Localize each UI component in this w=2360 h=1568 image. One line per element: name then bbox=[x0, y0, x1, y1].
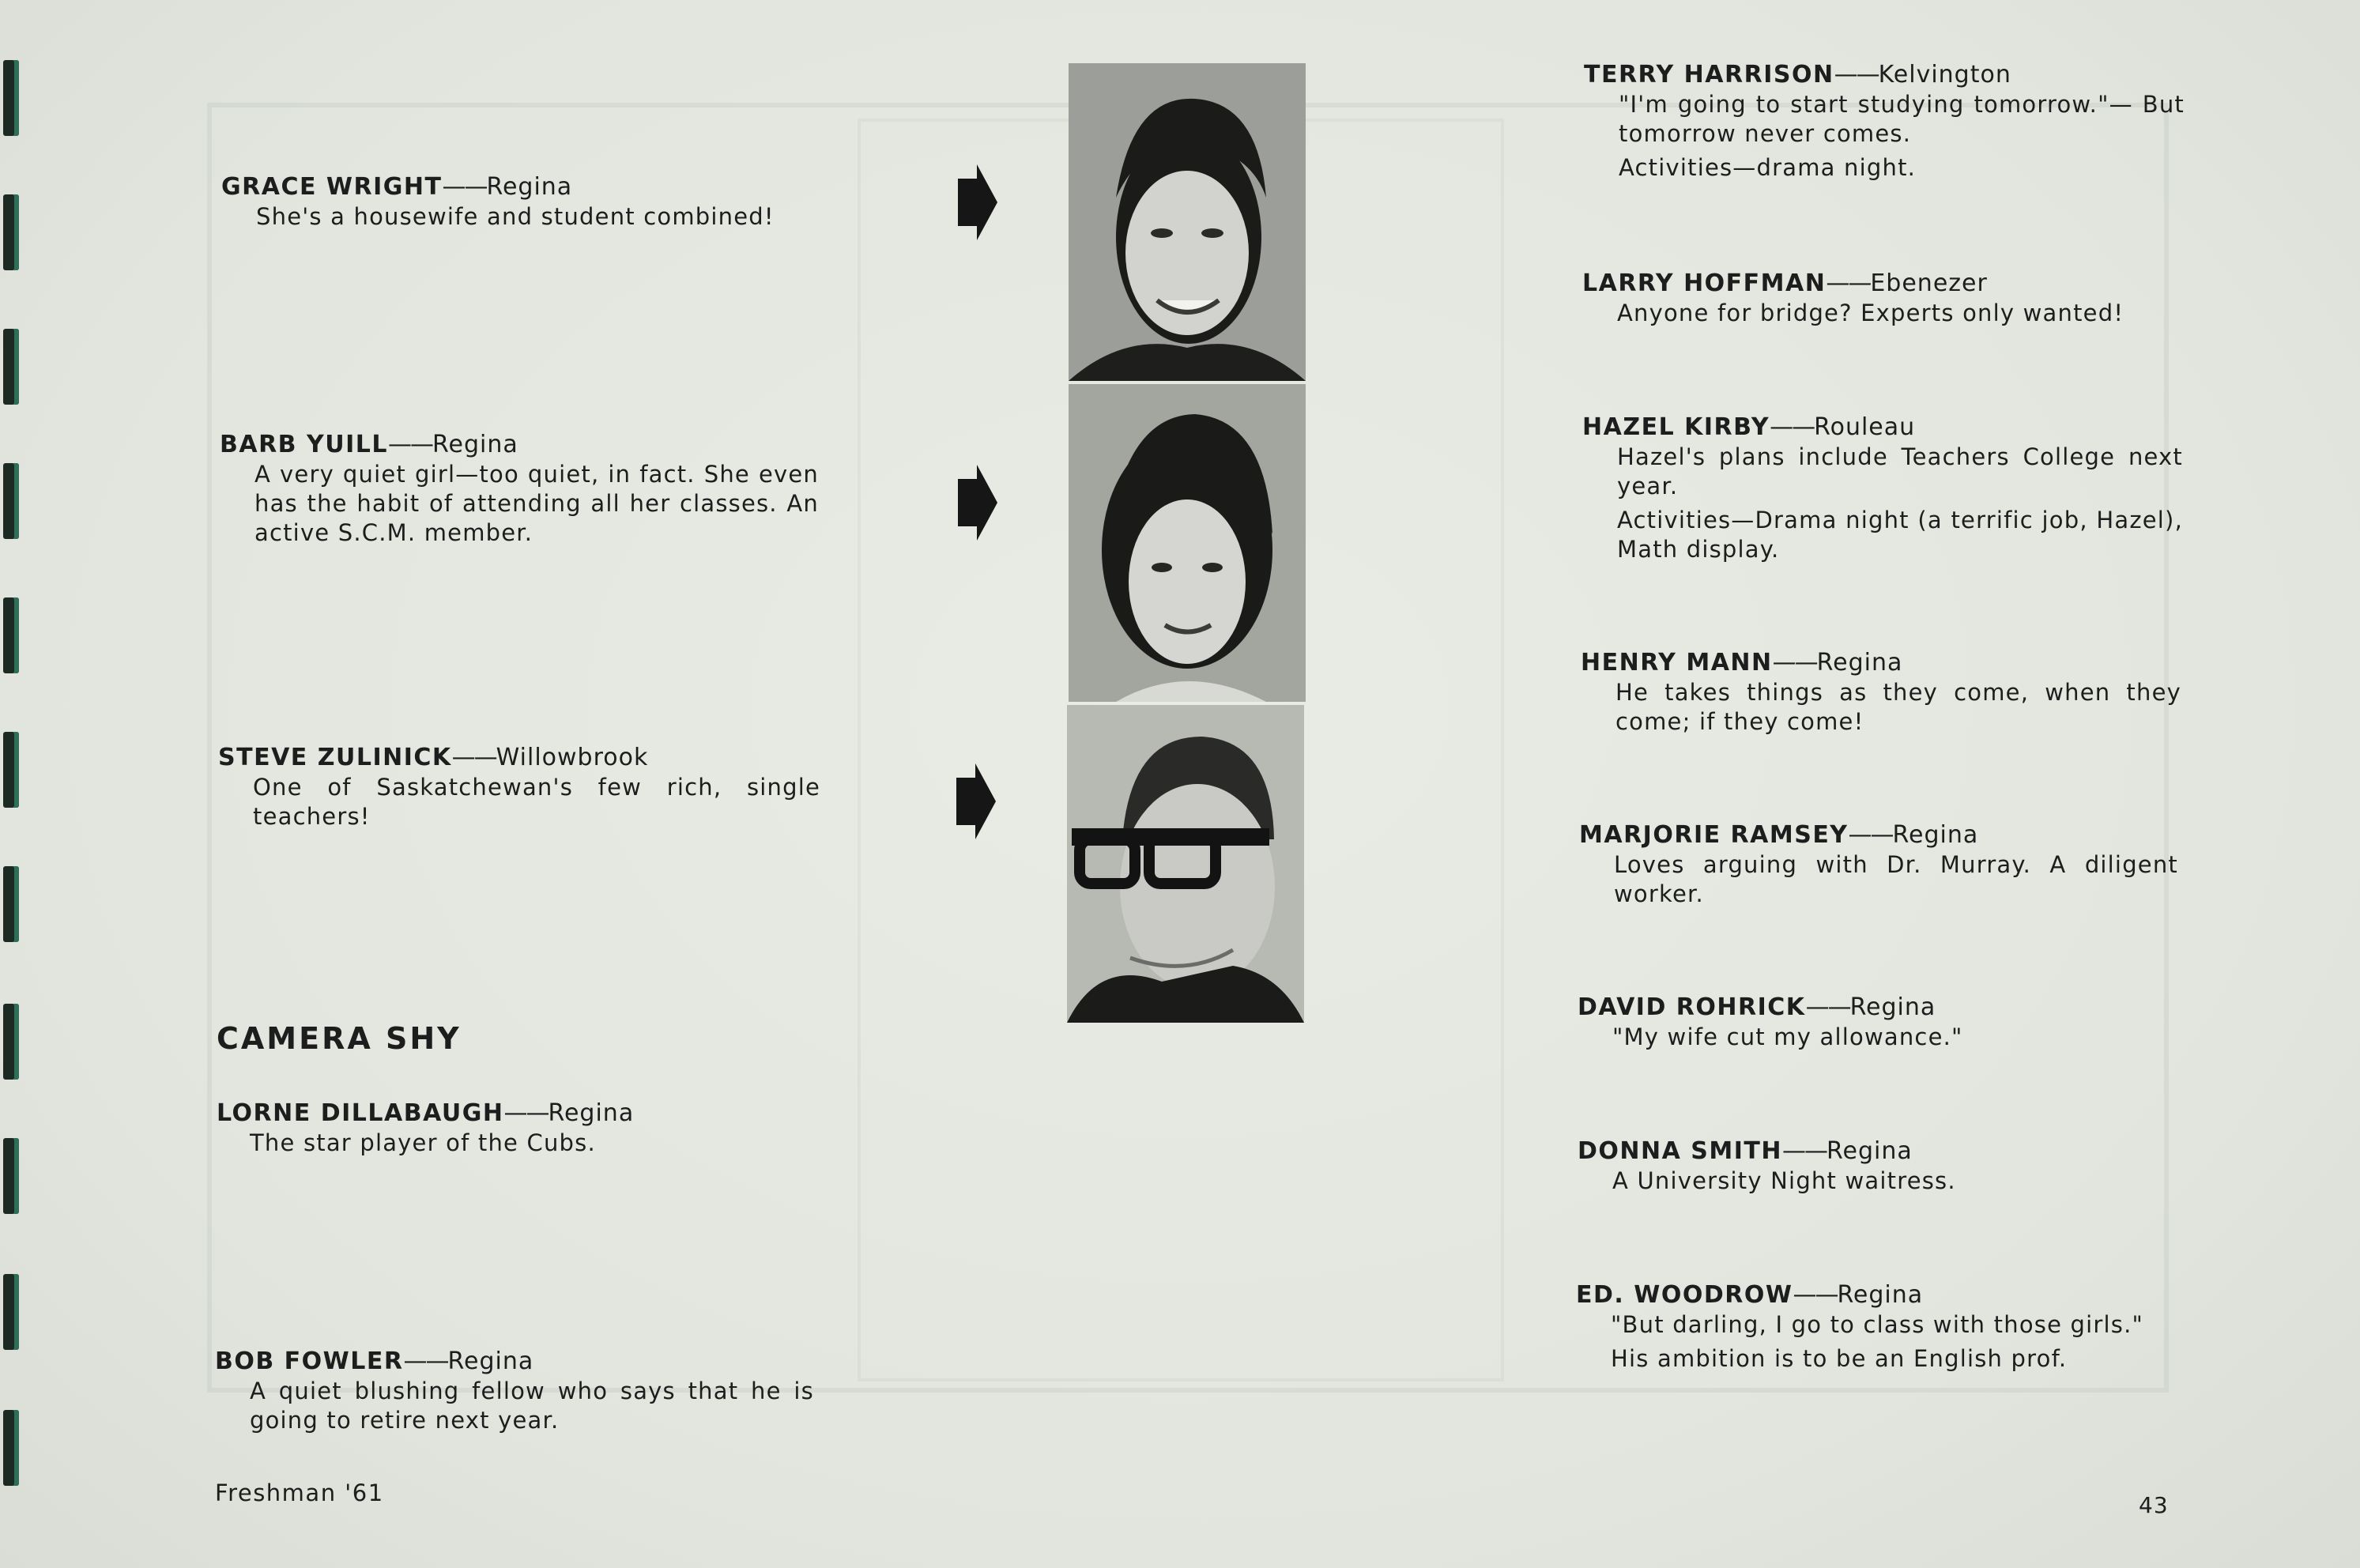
student-description: "I'm going to start studying tomorrow."— But tomorrow never comes. bbox=[1619, 91, 2185, 147]
student-name-line bbox=[1582, 269, 2183, 299]
student-name: ED. WOODROW bbox=[1576, 1281, 1793, 1309]
student-description: Anyone for bridge? Experts only wanted! bbox=[1617, 300, 2124, 326]
student-name: BARB YUILL bbox=[220, 431, 388, 458]
page-number: 43 bbox=[2139, 1492, 2169, 1518]
student-entry bbox=[221, 172, 822, 232]
dash-separator: —— bbox=[1770, 413, 1815, 441]
dash-separator: —— bbox=[1826, 270, 1871, 297]
student-entry bbox=[1579, 820, 2180, 909]
student-name-line bbox=[217, 1099, 817, 1129]
binding-tab bbox=[3, 463, 19, 539]
student-entry bbox=[1578, 993, 2178, 1052]
student-ambition: His ambition is to be an English prof. bbox=[1611, 1345, 2068, 1372]
hometown: Rouleau bbox=[1814, 413, 1916, 441]
binding-tab bbox=[3, 732, 19, 808]
camera-shy-heading: CAMERA SHY bbox=[217, 1021, 462, 1056]
dash-separator: —— bbox=[1772, 649, 1817, 677]
student-entry bbox=[215, 1347, 816, 1435]
student-description: A quiet blushing fellow who says that he is going to retire next year. bbox=[250, 1378, 814, 1434]
dash-separator: —— bbox=[1834, 61, 1879, 89]
binding-tab bbox=[3, 597, 19, 673]
student-description: The star player of the Cubs. bbox=[250, 1129, 596, 1156]
student-description: She's a housewife and student combined! bbox=[256, 203, 775, 230]
hometown: Regina bbox=[486, 173, 573, 201]
student-name-line bbox=[1576, 1280, 2177, 1310]
student-entry bbox=[220, 430, 820, 548]
dash-separator: —— bbox=[387, 431, 432, 458]
student-name: BOB FOWLER bbox=[215, 1348, 404, 1375]
hometown: Regina bbox=[1892, 821, 1979, 849]
arrow-icon bbox=[956, 763, 996, 839]
student-name-line bbox=[1581, 648, 2181, 678]
student-entry bbox=[217, 1099, 817, 1158]
student-entry bbox=[1584, 60, 2185, 183]
student-description: A very quiet girl—too quiet, in fact. She even has the habit of attending all her classes. An active S.C.M. member. bbox=[254, 461, 819, 546]
binding-tab bbox=[3, 60, 19, 136]
arrow-icon bbox=[958, 465, 997, 541]
student-description: He takes things as they come, when they come; if they come! bbox=[1615, 679, 2181, 735]
student-activities: Activities—Drama night (a terrific job, Hazel), Math display. bbox=[1617, 507, 2183, 563]
student-description: "My wife cut my allowance." bbox=[1612, 1023, 1963, 1050]
student-description: "But darling, I go to class with those girls." bbox=[1611, 1311, 2144, 1338]
hometown: Kelvington bbox=[1878, 61, 2011, 89]
student-name-line bbox=[218, 743, 820, 773]
student-name-line bbox=[1578, 1136, 2178, 1167]
dash-separator: —— bbox=[403, 1348, 448, 1375]
student-name: TERRY HARRISON bbox=[1584, 61, 1834, 89]
spiral-binding bbox=[0, 0, 32, 1568]
student-description: Loves arguing with Dr. Murray. A diligent worker. bbox=[1614, 851, 2178, 907]
student-name-line bbox=[1578, 993, 2178, 1023]
student-name-line bbox=[1582, 413, 2183, 443]
student-name-line bbox=[1584, 60, 2185, 90]
student-entry bbox=[218, 743, 820, 831]
dash-separator: —— bbox=[1805, 993, 1850, 1021]
hometown: Ebenezer bbox=[1870, 270, 1988, 297]
binding-tab bbox=[3, 1138, 19, 1214]
student-name: LORNE DILLABAUGH bbox=[217, 1099, 504, 1127]
student-description: Hazel's plans include Teachers College next year. bbox=[1617, 443, 2183, 499]
student-name: MARJORIE RAMSEY bbox=[1579, 821, 1849, 849]
dash-separator: —— bbox=[442, 173, 487, 201]
student-entry bbox=[1578, 1136, 2178, 1196]
yearbook-footer: Freshman '61 bbox=[215, 1479, 384, 1506]
student-name-line bbox=[1579, 820, 2180, 850]
hometown: Regina bbox=[447, 1348, 534, 1375]
dash-separator: —— bbox=[1848, 821, 1893, 849]
portrait-photo bbox=[1067, 705, 1304, 1023]
student-name-line bbox=[221, 172, 822, 202]
student-description: One of Saskatchewan's few rich, single teachers! bbox=[253, 774, 820, 830]
portrait-photo bbox=[1069, 63, 1306, 381]
student-name: HAZEL KIRBY bbox=[1582, 413, 1770, 441]
dash-separator: —— bbox=[451, 744, 496, 771]
hometown: Willowbrook bbox=[496, 744, 649, 771]
hometown: Regina bbox=[432, 431, 518, 458]
hometown: Regina bbox=[548, 1099, 635, 1127]
binding-tab bbox=[3, 1274, 19, 1350]
student-name-line bbox=[215, 1347, 816, 1377]
student-name: DAVID ROHRICK bbox=[1578, 993, 1806, 1021]
student-name: DONNA SMITH bbox=[1578, 1137, 1782, 1165]
binding-tab bbox=[3, 866, 19, 942]
student-entry bbox=[1581, 648, 2181, 737]
student-name: STEVE ZULINICK bbox=[218, 744, 452, 771]
student-name: LARRY HOFFMAN bbox=[1582, 270, 1827, 297]
student-entry bbox=[1582, 413, 2183, 564]
binding-tab bbox=[3, 1410, 19, 1486]
student-entry bbox=[1582, 269, 2183, 328]
arrow-icon bbox=[958, 164, 997, 240]
student-activities: Activities—drama night. bbox=[1619, 154, 1917, 181]
portrait-photo bbox=[1069, 384, 1306, 702]
hometown: Regina bbox=[1826, 1137, 1913, 1165]
student-name-line bbox=[220, 430, 820, 460]
hometown: Regina bbox=[1816, 649, 1903, 677]
hometown: Regina bbox=[1837, 1281, 1924, 1309]
hometown: Regina bbox=[1849, 993, 1936, 1021]
binding-tab bbox=[3, 194, 19, 270]
student-name: GRACE WRIGHT bbox=[221, 173, 443, 201]
student-entry bbox=[1576, 1280, 2177, 1374]
student-description: A University Night waitress. bbox=[1612, 1167, 1956, 1194]
dash-separator: —— bbox=[1793, 1281, 1838, 1309]
student-name: HENRY MANN bbox=[1581, 649, 1773, 677]
binding-tab bbox=[3, 329, 19, 405]
dash-separator: —— bbox=[503, 1099, 549, 1127]
dash-separator: —— bbox=[1781, 1137, 1827, 1165]
binding-tab bbox=[3, 1004, 19, 1080]
